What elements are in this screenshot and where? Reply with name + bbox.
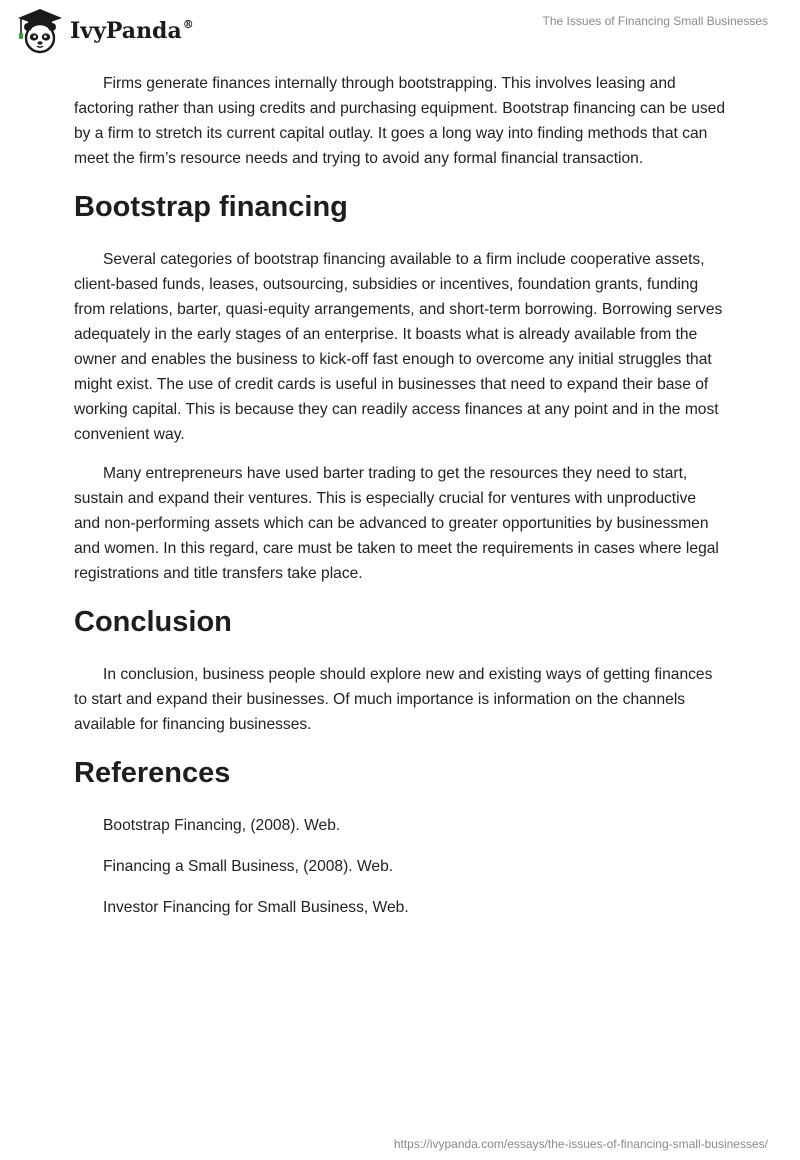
conclusion-paragraph: In conclusion, business people should explore new and existing ways of getting finances to start and expand their businesses. Of much importance is information on the channels available for financing businesses. [74, 666, 713, 733]
heading-bootstrap-financing: Bootstrap financing [74, 191, 348, 223]
reference-item: Bootstrap Financing, (2008). Web. [103, 817, 341, 834]
document-title: The Issues of Financing Small Businesses [542, 14, 768, 28]
registered-mark: ® [182, 18, 194, 31]
source-url[interactable]: https://ivypanda.com/essays/the-issues-of-financing-small-businesses/ [393, 1137, 768, 1151]
panda-graduate-icon [16, 7, 64, 55]
intro-paragraph: Firms generate finances internally through bootstrapping. This involves leasing and factoring rather than using credits and purchasing equipment. Bootstrap financing can be used by a firm to stretch its current capital outlay. It goes a long way into finding methods that can meet the firm’s resource needs and trying to avoid any formal financial transaction. [74, 75, 726, 167]
page-header [0, 0, 800, 60]
reference-item: Financing a Small Business, (2008). Web. [103, 858, 394, 875]
bootstrap-paragraph-1: Several categories of bootstrap financing available to a firm include cooperative assets, client-based funds, leases, outsourcing, subsidies or incentives, foundation grants, funding from relations, barter, quasi-equity arrangements, and short-term borrowing. Borrowing serves adequately in the early stages of an enterprise. It boasts what is already available from the owner and enables the business to kick-off fast enough to overcome any initial struggles that might exist. The use of credit cards is useful in businesses that need to expand their base of working capital. This is because they can readily access finances at any point and in the most convenient way. [74, 251, 723, 443]
reference-item: Investor Financing for Small Business, Web. [103, 899, 409, 916]
essay-body [74, 71, 726, 936]
brand-name-text: IvyPanda [70, 18, 182, 44]
references-list [74, 813, 726, 920]
brand-name [70, 18, 194, 44]
ivypanda-logo[interactable] [16, 8, 194, 54]
heading-references: References [74, 757, 231, 789]
bootstrap-paragraph-2: Many entrepreneurs have used barter trading to get the resources they need to start, sustain and expand their ventures. This is especially crucial for ventures with unproductive and non-performing assets which can be advanced to greater opportunities by businessmen and women. In this regard, care must be taken to meet the requirements in cases where legal registrations and title transfers take place. [74, 465, 719, 582]
heading-conclusion: Conclusion [74, 606, 232, 638]
